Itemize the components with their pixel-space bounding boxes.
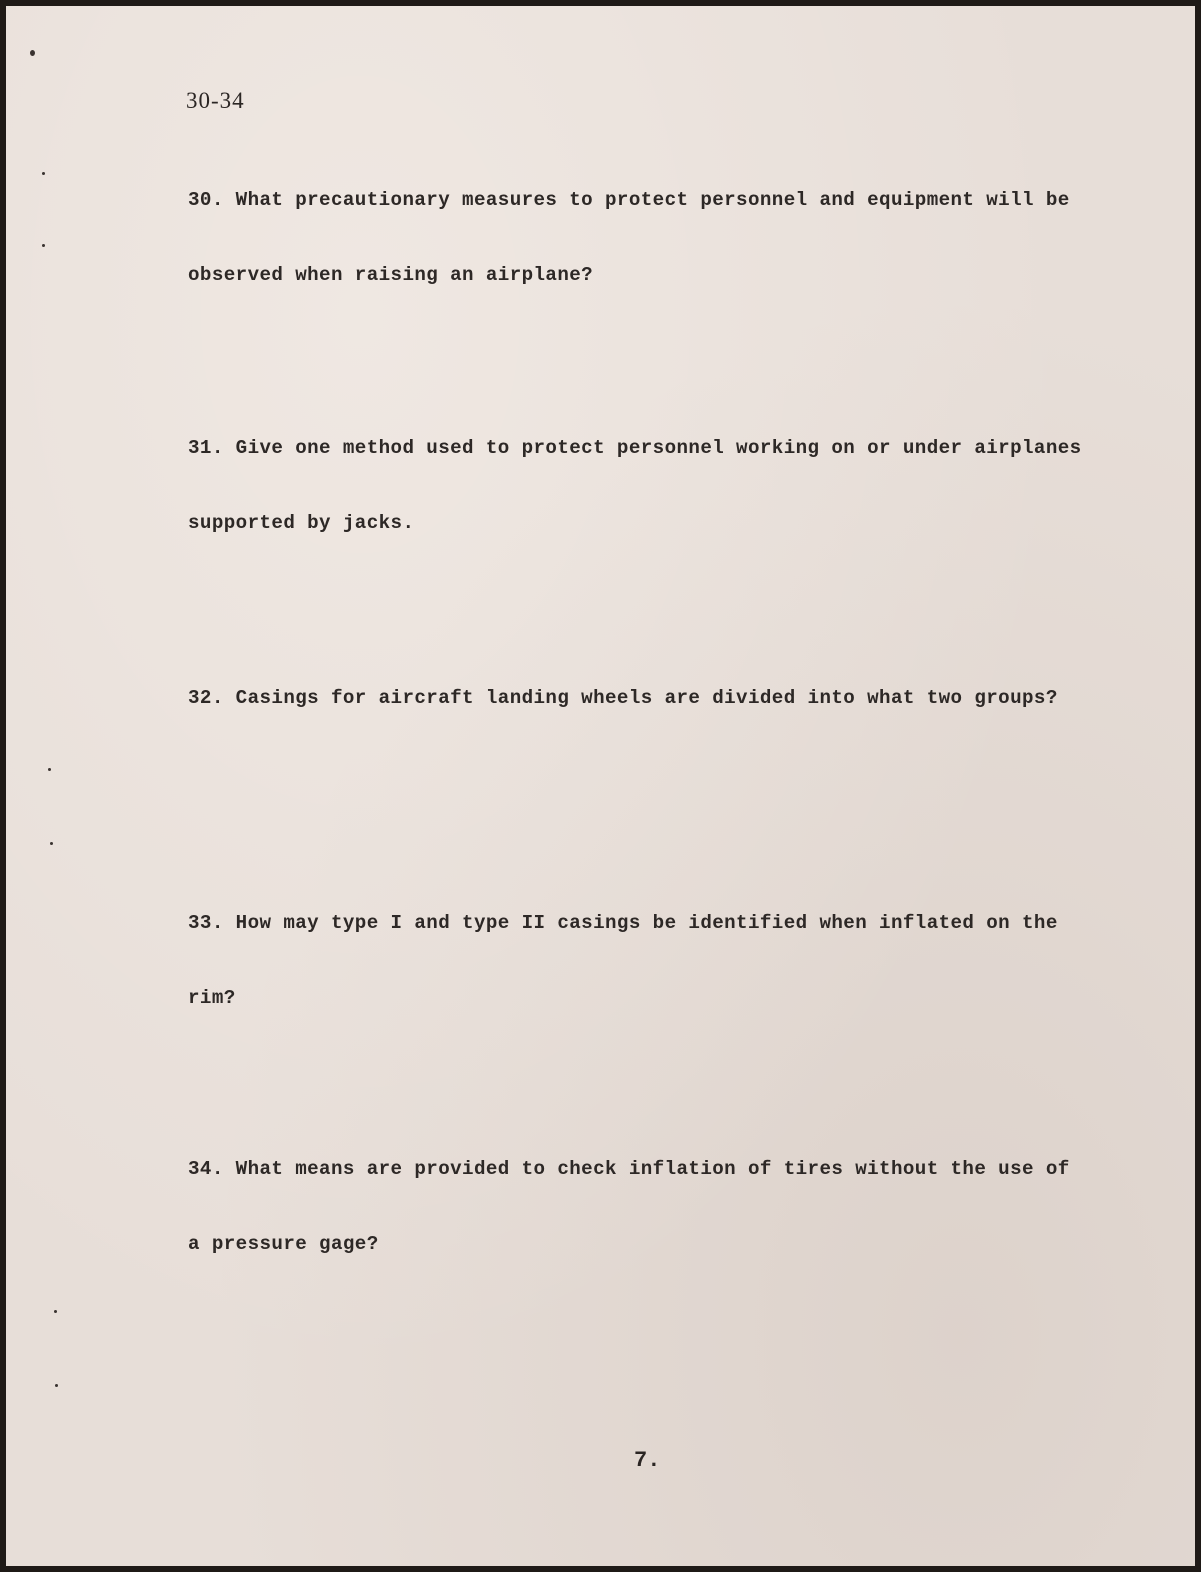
question-line: a pressure gage? bbox=[188, 1233, 379, 1255]
margin-speck bbox=[50, 842, 53, 845]
question-31 bbox=[188, 386, 1148, 586]
page-code: 30-34 bbox=[186, 88, 245, 113]
question-33 bbox=[188, 861, 1148, 1061]
bleed-through-shadow bbox=[190, 345, 1090, 385]
question-32 bbox=[188, 636, 1148, 761]
question-34 bbox=[188, 1107, 1148, 1307]
question-line: rim? bbox=[188, 987, 236, 1009]
question-line: 32. Casings for aircraft landing wheels are divided into what two groups? bbox=[188, 687, 1058, 709]
question-line: 33. How may type I and type II casings be identified when inflated on the bbox=[188, 912, 1058, 934]
margin-speck bbox=[48, 768, 51, 771]
question-30 bbox=[188, 138, 1148, 338]
margin-speck bbox=[55, 1384, 58, 1387]
margin-speck bbox=[42, 244, 45, 247]
page-number: 7. bbox=[634, 1448, 661, 1473]
question-line: supported by jacks. bbox=[188, 512, 415, 534]
margin-speck bbox=[42, 172, 45, 175]
question-line: 30. What precautionary measures to protect personnel and equipment will be bbox=[188, 189, 1070, 211]
margin-speck bbox=[30, 50, 35, 56]
margin-speck bbox=[54, 1310, 57, 1313]
question-line: observed when raising an airplane? bbox=[188, 264, 594, 286]
question-line: 31. Give one method used to protect personnel working on or under airplanes bbox=[188, 437, 1082, 459]
question-line: 34. What means are provided to check inflation of tires without the use of bbox=[188, 1158, 1070, 1180]
